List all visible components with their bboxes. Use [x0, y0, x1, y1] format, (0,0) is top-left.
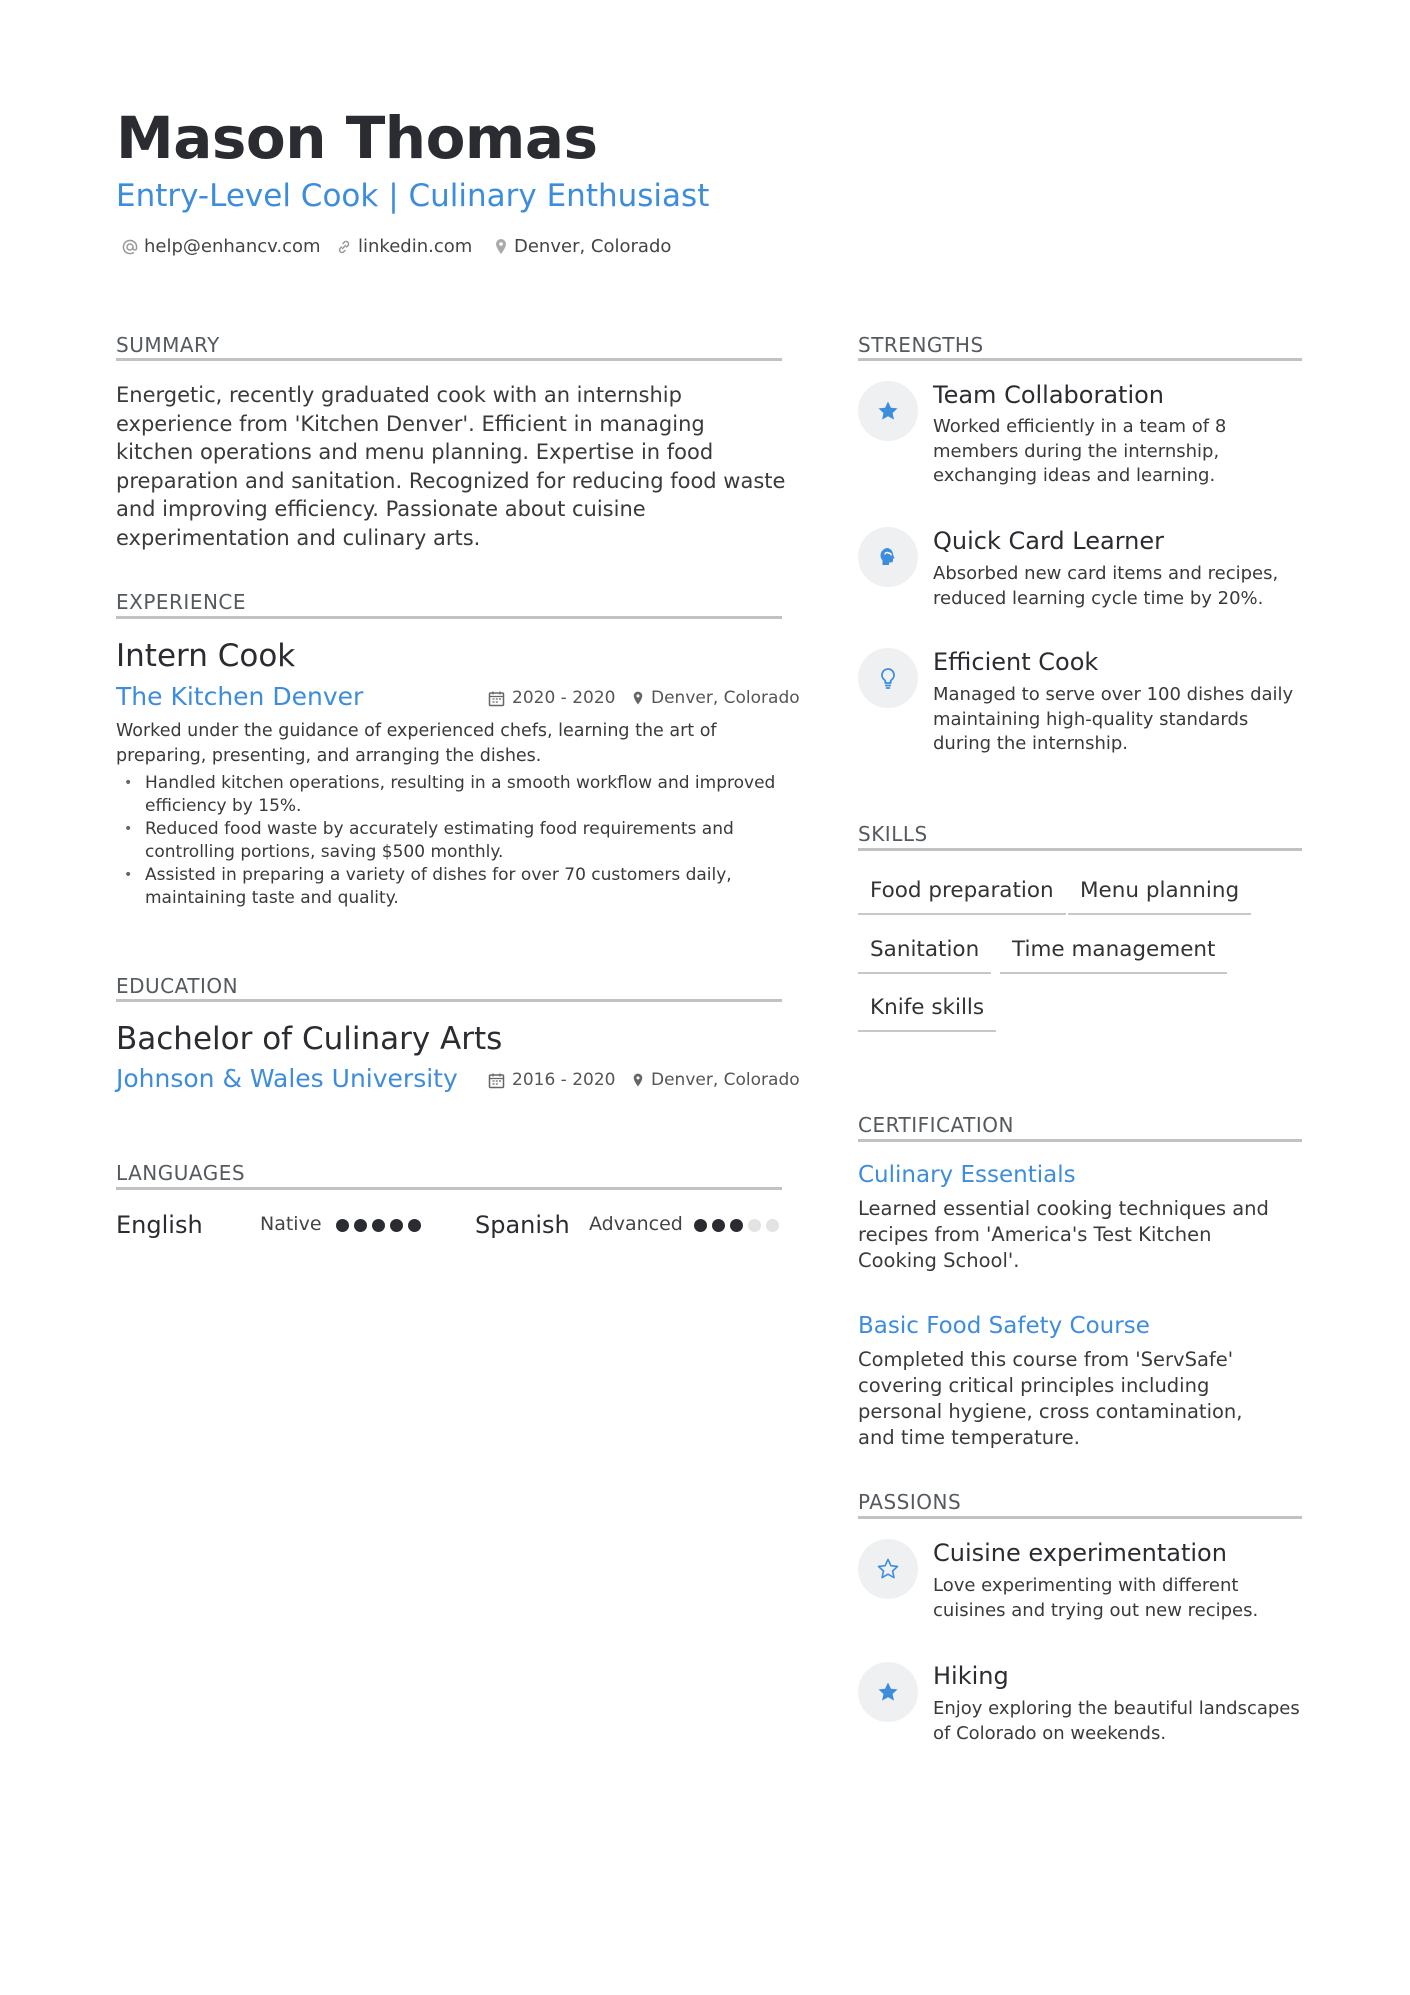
passions-divider — [858, 1516, 1302, 1519]
summary-divider — [116, 358, 782, 361]
education-location-text: Denver, Colorado — [651, 1070, 800, 1090]
strengths-section-title: STRENGTHS — [858, 333, 984, 357]
strength-title: Efficient Cook — [933, 648, 1099, 676]
skill-tag: Sanitation — [858, 937, 991, 974]
education-section-title: EDUCATION — [116, 974, 239, 998]
passion-desc: Love experimenting with different cuisines and trying out new recipes. — [933, 1575, 1259, 1621]
certification-title: Basic Food Safety Course — [858, 1313, 1150, 1339]
experience-location-text: Denver, Colorado — [651, 688, 800, 708]
language-name: English — [116, 1211, 203, 1239]
experience-role: Intern Cook — [116, 638, 296, 674]
certification-desc: Completed this course from 'ServSafe' covering critical principles including personal hygiene, cross contamination, and time temperature. — [858, 1348, 1243, 1449]
certification-divider — [858, 1139, 1302, 1142]
experience-bullet: • Reduced food waste by accurately estimating food requirements and controlling portions, saving $500 monthly. — [116, 818, 782, 864]
education-degree: Bachelor of Culinary Arts — [116, 1021, 503, 1057]
experience-section-title: EXPERIENCE — [116, 590, 247, 614]
passion-title: Cuisine experimentation — [933, 1539, 1227, 1567]
resume-headline: Entry-Level Cook | Culinary Enthusiast — [116, 178, 710, 214]
languages-divider — [116, 1187, 782, 1190]
experience-bullet: • Assisted in preparing a variety of dishes for over 70 customers daily, maintaining taste and quality. — [116, 864, 782, 910]
rating-dot-filled — [730, 1219, 743, 1232]
contact-email[interactable] — [122, 236, 321, 257]
passion-icon-wrap — [858, 1662, 918, 1722]
contact-location-text: Denver, Colorado — [514, 236, 672, 257]
language-level: Native — [260, 1213, 322, 1235]
skills-divider — [858, 848, 1302, 851]
contact-linkedin[interactable] — [336, 236, 472, 257]
skill-tag: Time management — [1000, 937, 1227, 974]
contact-location — [494, 236, 671, 257]
skill-tag: Menu planning — [1068, 878, 1251, 915]
education-dates-text: 2016 - 2020 — [512, 1070, 616, 1090]
language-level: Advanced — [589, 1213, 683, 1235]
strength-icon-wrap — [858, 527, 918, 587]
summary-section-title: SUMMARY — [116, 333, 220, 357]
passion-desc: Enjoy exploring the beautiful landscapes of Colorado on weekends. — [933, 1698, 1300, 1744]
rating-dot-empty — [766, 1219, 779, 1232]
star-outline-icon — [876, 1557, 900, 1581]
star-icon — [876, 1680, 900, 1704]
calendar-icon — [488, 1072, 505, 1089]
education-divider — [116, 999, 782, 1002]
rating-dot-filled — [336, 1219, 349, 1232]
certification-section-title: CERTIFICATION — [858, 1113, 1014, 1137]
rating-dot-filled — [408, 1219, 421, 1232]
location-pin-icon — [632, 690, 644, 707]
experience-dates-text: 2020 - 2020 — [512, 688, 616, 708]
language-name: Spanish — [475, 1211, 570, 1239]
skill-tag: Food preparation — [858, 878, 1066, 915]
strengths-divider — [858, 358, 1302, 361]
location-pin-icon — [632, 1072, 644, 1089]
rating-dot-empty — [748, 1219, 761, 1232]
rating-dot-filled — [372, 1219, 385, 1232]
language-rating — [336, 1219, 426, 1233]
passions-section-title: PASSIONS — [858, 1490, 962, 1514]
strength-icon-wrap — [858, 648, 918, 708]
rating-dot-filled — [354, 1219, 367, 1232]
lightbulb-icon — [876, 666, 900, 690]
strength-icon-wrap — [858, 381, 918, 441]
skill-tag: Knife skills — [858, 995, 996, 1032]
experience-location — [632, 688, 800, 708]
contact-email-text: help@enhancv.com — [144, 236, 321, 257]
link-icon — [336, 239, 352, 255]
certification-title: Culinary Essentials — [858, 1162, 1076, 1188]
education-dates — [488, 1070, 615, 1090]
passion-title: Hiking — [933, 1662, 1009, 1690]
experience-dates — [488, 688, 615, 708]
languages-section-title: LANGUAGES — [116, 1161, 246, 1185]
rating-dot-filled — [712, 1219, 725, 1232]
certification-desc: Learned essential cooking techniques and recipes from 'America's Test Kitchen Cooking School'. — [858, 1197, 1269, 1272]
experience-divider — [116, 616, 782, 619]
strength-title: Team Collaboration — [933, 381, 1165, 409]
brain-icon — [876, 545, 900, 569]
strength-desc: Absorbed new card items and recipes, reduced learning cycle time by 20%. — [933, 563, 1279, 609]
experience-bullet: • Handled kitchen operations, resulting in a smooth workflow and improved efficiency by 15%. — [116, 772, 782, 818]
star-icon — [876, 399, 900, 423]
strength-title: Quick Card Learner — [933, 527, 1164, 555]
passion-icon-wrap — [858, 1539, 918, 1599]
experience-company: The Kitchen Denver — [116, 682, 364, 711]
rating-dot-filled — [390, 1219, 403, 1232]
summary-text: Energetic, recently graduated cook with an internship experience from 'Kitchen Denver'. Efficient in managing kitchen operations and menu planning. Expertise in food preparation and sanitation. Recognized for reducing food waste and improving efficiency. Passionate about cuisine experimentation and culinary arts. — [116, 383, 786, 550]
experience-bullets — [116, 772, 782, 910]
location-pin-icon — [494, 238, 508, 256]
education-location — [632, 1070, 800, 1090]
strength-desc: Worked efficiently in a team of 8 members during the internship, exchanging ideas and learning. — [933, 416, 1227, 486]
resume-name: Mason Thomas — [116, 104, 598, 172]
education-school: Johnson & Wales University — [116, 1064, 458, 1093]
at-icon — [122, 239, 138, 255]
contact-linkedin-text: linkedin.com — [358, 236, 473, 257]
skills-section-title: SKILLS — [858, 822, 928, 846]
strength-desc: Managed to serve over 100 dishes daily maintaining high-quality standards during the internship. — [933, 684, 1294, 754]
experience-description: Worked under the guidance of experienced chefs, learning the art of preparing, presenting, and arranging the dishes. — [116, 721, 717, 766]
calendar-icon — [488, 690, 505, 707]
language-rating — [694, 1219, 784, 1233]
rating-dot-filled — [694, 1219, 707, 1232]
